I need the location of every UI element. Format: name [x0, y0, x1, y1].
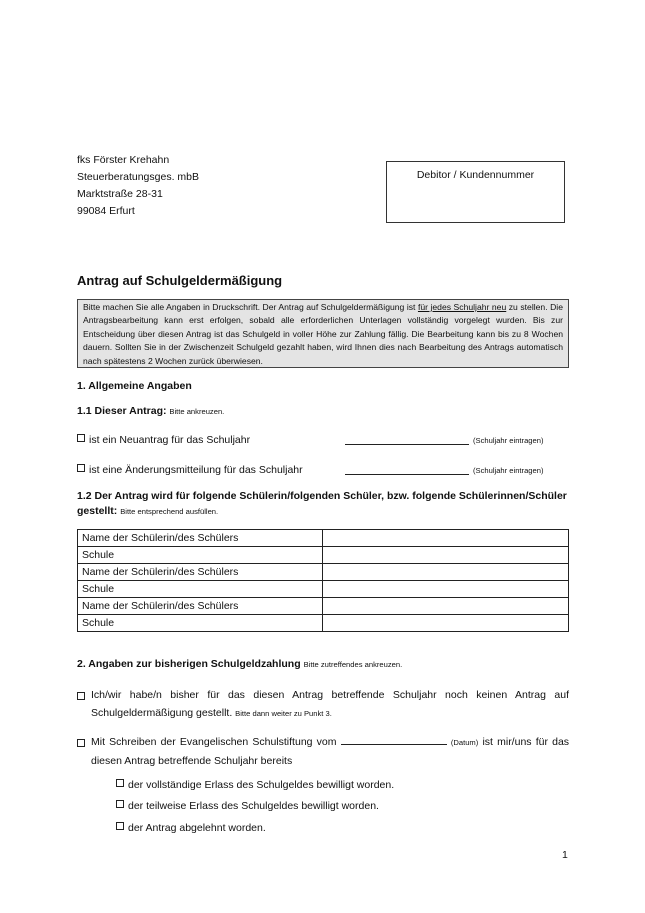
page-number: 1 [562, 849, 568, 861]
table-input-cell[interactable] [323, 547, 569, 564]
option-previous-decision[interactable] [77, 733, 569, 770]
table-row [78, 530, 569, 547]
section-2-heading [77, 658, 402, 670]
sender-address [77, 152, 199, 220]
table-label-cell: Name der Schülerin/des Schülers [78, 598, 323, 615]
option-change-label: ist eine Änderungsmitteilung für das Schuljahr [89, 464, 303, 476]
sub-option-rejected[interactable] [116, 822, 266, 834]
letter-date-field[interactable] [341, 733, 447, 745]
checkbox-icon[interactable] [77, 739, 85, 747]
section-2-hint: Bitte zutreffendes ankreuzen. [303, 660, 403, 669]
section-1-2-hint: Bitte entsprechend ausfüllen. [120, 507, 219, 516]
table-input-cell[interactable] [323, 581, 569, 598]
school-year-hint-change: (Schuljahr eintragen) [473, 466, 544, 475]
section-1-2-title: 1.2 Der Antrag wird für folgende Schülerin/folgenden Schüler, bzw. folgende Schülerinnen/Schüler gestellt: [77, 490, 567, 517]
option-no-previous-text [91, 686, 569, 723]
section-1-1-hint: Bitte ankreuzen. [169, 407, 225, 416]
date-hint: (Datum) [450, 738, 479, 747]
table-row [78, 564, 569, 581]
section-1-1-heading [77, 405, 224, 417]
sub-option-partial-waiver[interactable] [116, 800, 379, 812]
option-2-pre: Mit Schreiben der Evangelischen Schulstiftung vom [91, 736, 337, 748]
table-input-cell[interactable] [323, 564, 569, 581]
table-label-cell: Schule [78, 581, 323, 598]
table-row [78, 547, 569, 564]
table-input-cell[interactable] [323, 530, 569, 547]
form-title: Antrag auf Schulgeldermäßigung [77, 273, 283, 288]
section-1-2-heading [77, 489, 569, 519]
section-1-1-title: 1.1 Dieser Antrag: [77, 405, 167, 417]
notice-text-1: Bitte machen Sie alle Angaben in Druckschrift. Der Antrag auf Schulgeldermäßigung ist [83, 302, 418, 312]
option-new-label: ist ein Neuantrag für das Schuljahr [89, 434, 251, 446]
sub-option-3-label: der Antrag abgelehnt worden. [128, 822, 266, 834]
notice-text-2: zu stellen. Die Antragsbearbeitung kann erst erfolgen, sobald alle erforderlichen Unterlagen vollständig vorgelegt wurden. Bis zur Entscheidung über diesen Antrag ist das Schulgeld in voller Höhe zur Zahlung fällig. Die Bearbeitung kann bis zu 8 Wochen dauern. Sollten Sie in der Zwischenzeit Schulgeld gezahlt haben, wird Ihnen dies nach Bearbeitung des Antrags automatisch nach spätestens 2 Wochen zurück überwiesen. [83, 302, 563, 366]
section-1-heading: 1. Allgemeine Angaben [77, 380, 192, 392]
school-year-field-new[interactable] [345, 433, 469, 445]
school-year-field-change[interactable] [345, 463, 469, 475]
option-1-hint: Bitte dann weiter zu Punkt 3. [235, 709, 332, 718]
option-no-previous-application[interactable] [77, 686, 569, 723]
table-label-cell: Schule [78, 615, 323, 632]
debitor-number-box[interactable] [386, 161, 565, 223]
debitor-label: Debitor / Kundennummer [416, 169, 535, 181]
option-2-post: ist mir/uns für das diesen Antrag betreffende Schuljahr bereits [91, 736, 570, 767]
sub-option-full-waiver[interactable] [116, 779, 394, 791]
checkbox-icon[interactable] [116, 822, 124, 830]
checkbox-icon[interactable] [116, 779, 124, 787]
checkbox-icon[interactable] [77, 434, 85, 442]
address-line-1: fks Förster Krehahn [77, 154, 170, 166]
checkbox-icon[interactable] [77, 464, 85, 472]
table-label-cell: Schule [78, 547, 323, 564]
sub-option-1-label: der vollständige Erlass des Schulgeldes bewilligt worden. [128, 779, 395, 791]
table-row [78, 598, 569, 615]
section-2-title: 2. Angaben zur bisherigen Schulgeldzahlung [77, 658, 301, 670]
table-input-cell[interactable] [323, 598, 569, 615]
address-line-4: 99084 Erfurt [77, 205, 135, 217]
table-row [78, 615, 569, 632]
address-line-2: Steuerberatungsges. mbB [77, 171, 199, 183]
sub-option-2-label: der teilweise Erlass des Schulgeldes bewilligt worden. [128, 800, 379, 812]
school-year-hint-new: (Schuljahr eintragen) [473, 436, 544, 445]
checkbox-icon[interactable] [77, 692, 85, 700]
notice-underlined: für jedes Schuljahr neu [417, 302, 507, 312]
option-change-notice[interactable] [77, 464, 303, 476]
table-label-cell: Name der Schülerin/des Schülers [78, 564, 323, 581]
instructions-box [77, 299, 569, 368]
students-table [77, 529, 569, 632]
option-1-text: Ich/wir habe/n bisher für das diesen Antrag betreffende Schuljahr noch keinen Antrag auf Schulgeldermäßigung gestellt. [91, 689, 569, 719]
table-label-cell: Name der Schülerin/des Schülers [78, 530, 323, 547]
table-row [78, 581, 569, 598]
address-line-3: Marktstraße 28-31 [77, 188, 163, 200]
checkbox-icon[interactable] [116, 800, 124, 808]
option-new-application[interactable] [77, 434, 250, 446]
option-previous-text [91, 733, 569, 770]
table-input-cell[interactable] [323, 615, 569, 632]
